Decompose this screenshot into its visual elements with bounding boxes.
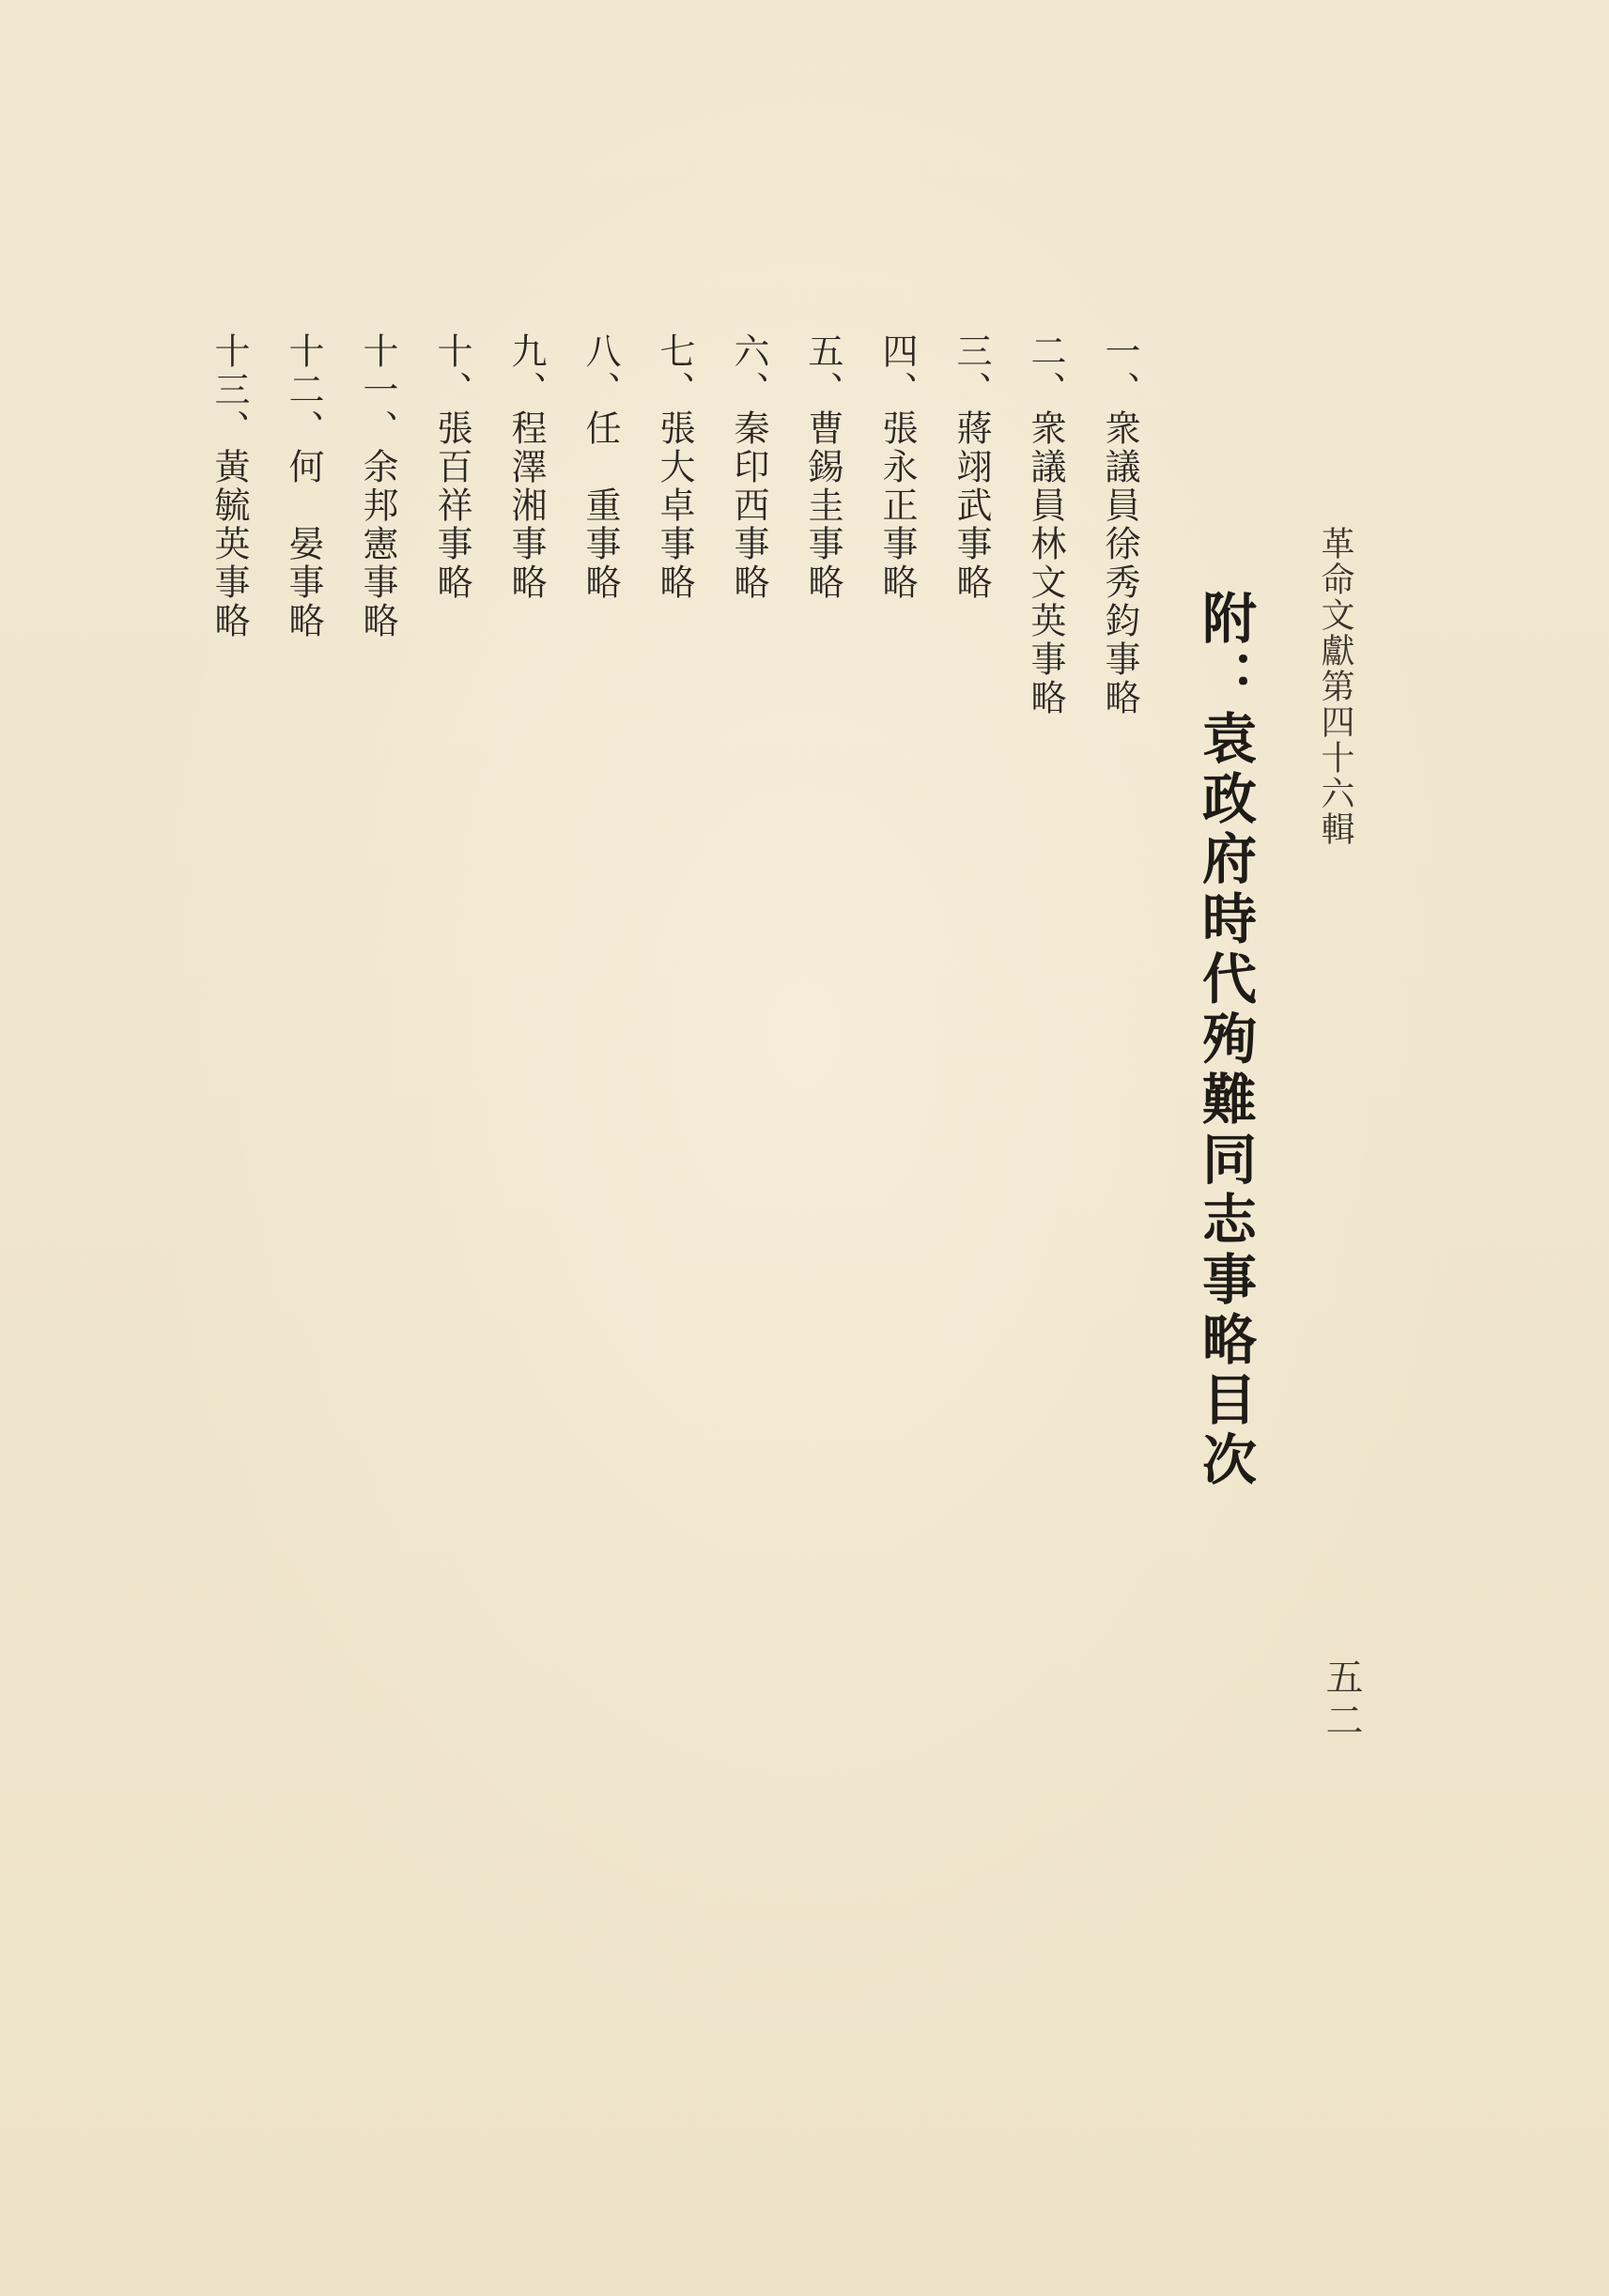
toc-entry-4: 四、張永正事略 <box>876 332 918 602</box>
toc-entry-9: 九、程澤湘事略 <box>505 332 547 602</box>
page-number: 五二 <box>1320 1657 1363 1744</box>
toc-entry-3: 三、蔣翊武事略 <box>951 332 992 602</box>
toc-entry-10: 十、張百祥事略 <box>431 332 472 602</box>
book-title-header: 革命文獻第四十六輯 <box>1316 526 1354 847</box>
section-title: 附：袁政府時代殉難同志事略目次 <box>1193 590 1257 1491</box>
toc-entry-2: 二、衆議員林文英事略 <box>1025 332 1066 717</box>
toc-entry-1: 一、衆議員徐秀鈞事略 <box>1099 332 1140 717</box>
toc-entry-13: 十三、黃毓英事略 <box>209 332 250 640</box>
toc-entry-11: 十一、余邦憲事略 <box>357 332 398 640</box>
toc-entry-7: 七、張大卓事略 <box>654 332 695 602</box>
toc-entry-5: 五、曹錫圭事略 <box>802 332 843 602</box>
toc-entry-6: 六、秦印西事略 <box>728 332 769 602</box>
toc-entry-8: 八、任 重事略 <box>580 332 621 602</box>
toc-entry-12: 十二、何 晏事略 <box>283 332 324 640</box>
